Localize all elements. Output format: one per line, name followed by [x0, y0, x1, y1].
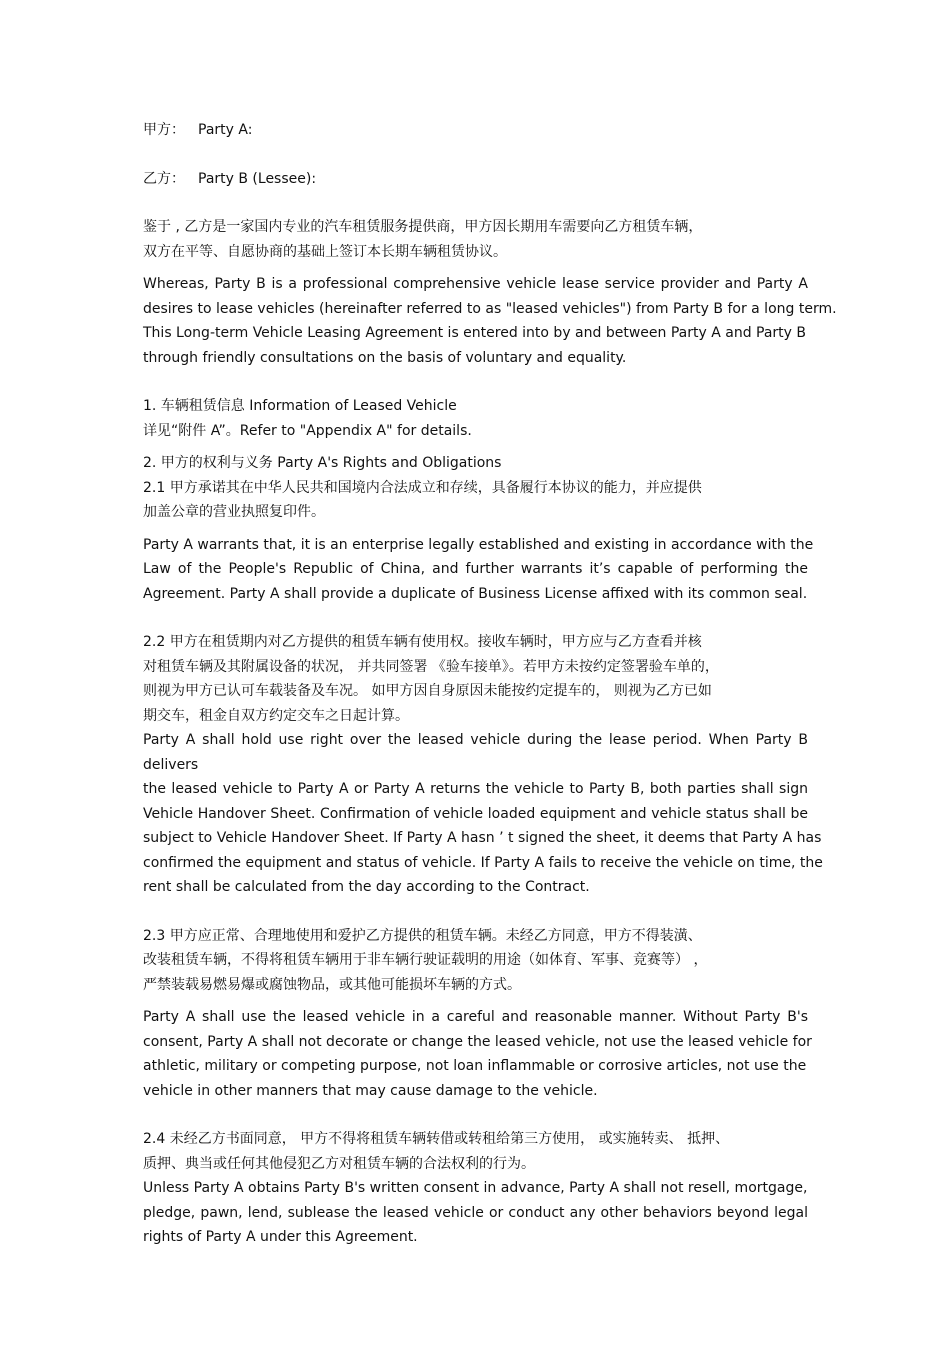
- clause-2-1-en: [143, 533, 814, 607]
- clause-cn-line: 加盖公章的营业执照复印件。: [143, 504, 325, 520]
- clause-2-3-cn: [143, 924, 808, 998]
- clause-cn-line: 2.3 甲方应正常、合理地使用和爱护乙方提供的租赁车辆。未经乙方同意，甲方不得装潢、: [143, 927, 702, 944]
- agreement-body: [143, 118, 837, 1250]
- preamble-cn-line: 鉴于 , 乙方是一家国内专业的汽车租赁服务提供商，甲方因长期用车需要向乙方租赁车辆，: [143, 219, 703, 235]
- section-1-heading: 1. 车辆租赁信息 Information of Leased Vehicle: [143, 398, 457, 414]
- preamble-en-line: desires to lease vehicles (hereinafter referred to as "leased vehicles") from Party B for a long term.: [143, 300, 837, 317]
- preamble-cn-line: 双方在平等、自愿协商的基础上签订本长期车辆租赁协议。: [143, 243, 507, 260]
- clause-en-line: the leased vehicle to Party A or Party A returns the vehicle to Party B, both parties shall sign: [143, 781, 808, 797]
- clause-cn-line: 期交车，租金自双方约定交车之日起计算。: [143, 707, 409, 724]
- clause-en-line: vehicle in other manners that may cause damage to the vehicle.: [143, 1082, 598, 1099]
- clause-cn-line: 质押、典当或任何其他侵犯乙方对租赁车辆的合法权利的行为。: [143, 1155, 535, 1172]
- clause-en-line: pledge, pawn, lend, sublease the leased vehicle or conduct any other behaviors beyond legal: [143, 1204, 808, 1221]
- clause-en-line: rent shall be calculated from the day according to the Contract.: [143, 879, 590, 895]
- clause-cn-line: 严禁装载易燃易爆或腐蚀物品，或其他可能损坏车辆的方式。: [143, 976, 521, 993]
- clause-2-3-en: [143, 1005, 812, 1103]
- party-a-line: [143, 118, 808, 143]
- clause-2-4-cn: [143, 1127, 808, 1176]
- clause-en-line: Party A shall hold use right over the leased vehicle during the lease period. When Party B delivers: [143, 732, 808, 773]
- preamble-en-line: This Long-term Vehicle Leasing Agreement is entered into by and between Party A and Party B: [143, 325, 807, 341]
- party-b-label: 乙方：: [143, 170, 185, 187]
- party-b-value: Party B (Lessee):: [198, 170, 317, 187]
- clause-en-line: Unless Party A obtains Party B's written consent in advance, Party A shall not resell, mortgage,: [143, 1180, 808, 1196]
- clause-2-1-cn: [143, 476, 808, 525]
- clause-en-line: Vehicle Handover Sheet. Confirmation of vehicle loaded equipment and vehicle status shall be: [143, 805, 808, 822]
- clause-en-line: subject to Vehicle Handover Sheet. If Party A hasn ’ t signed the sheet, it deems that Party A has: [143, 830, 822, 846]
- clause-2-2-en: [143, 728, 823, 900]
- clause-cn-line: 则视为甲方已认可车载装备及车况。 如甲方因自身原因未能按约定提车的， 则视为乙方已如: [143, 683, 712, 699]
- clause-en-line: Party A shall use the leased vehicle in a careful and reasonable manner. Without Party B's: [143, 1009, 808, 1025]
- preamble-en: [143, 272, 837, 370]
- preamble-cn: [143, 215, 808, 264]
- clause-2-2-cn: [143, 630, 808, 728]
- clause-en-line: athletic, military or competing purpose, not loan inflammable or corrosive articles, not use the: [143, 1058, 807, 1074]
- party-b-line: [143, 167, 808, 192]
- clause-cn-line: 2.4 未经乙方书面同意， 甲方不得将租赁车辆转借或转租给第三方使用， 或实施转卖、 抵押、: [143, 1131, 730, 1147]
- section-2-heading: 2. 甲方的权利与义务 Party A's Rights and Obligations: [143, 455, 502, 471]
- clause-cn-line: 改装租赁车辆，不得将租赁车辆用于非车辆行驶证载明的用途（如体育、军事、竞赛等） ，: [143, 952, 708, 968]
- clause-en-line: confirmed the equipment and status of vehicle. If Party A fails to receive the vehicle on time, the: [143, 854, 823, 871]
- clause-en-line: rights of Party A under this Agreement.: [143, 1229, 418, 1245]
- party-a-value: Party A:: [198, 122, 253, 138]
- section-1-body: 详见“附件 A”。Refer to "Appendix A" for details.: [143, 422, 472, 439]
- clause-en-line: Agreement. Party A shall provide a duplicate of Business License affixed with its common seal.: [143, 585, 808, 602]
- clause-2-4-en: [143, 1176, 808, 1250]
- party-a-label: 甲方：: [143, 122, 185, 138]
- clause-cn-line: 2.2 甲方在租赁期内对乙方提供的租赁车辆有使用权。接收车辆时，甲方应与乙方查看并核: [143, 634, 702, 650]
- clause-en-line: consent, Party A shall not decorate or change the leased vehicle, not use the leased vehicle for: [143, 1033, 812, 1050]
- clause-en-line: Party A warrants that, it is an enterprise legally established and existing in accordance with the: [143, 536, 814, 553]
- clause-en-line: Law of the People's Republic of China, and further warrants it’s capable of performing the: [143, 561, 808, 577]
- clause-cn-line: 对租赁车辆及其附属设备的状况， 并共同签署 《验车接单》。若甲方未按约定签署验车单的，: [143, 658, 719, 675]
- preamble-en-line: Whereas, Party B is a professional comprehensive vehicle lease service provider and Party A: [143, 276, 808, 292]
- preamble-en-line: through friendly consultations on the basis of voluntary and equality.: [143, 349, 627, 366]
- clause-cn-line: 2.1 甲方承诺其在中华人民共和国境内合法成立和存续，具备履行本协议的能力，并应提供: [143, 479, 702, 496]
